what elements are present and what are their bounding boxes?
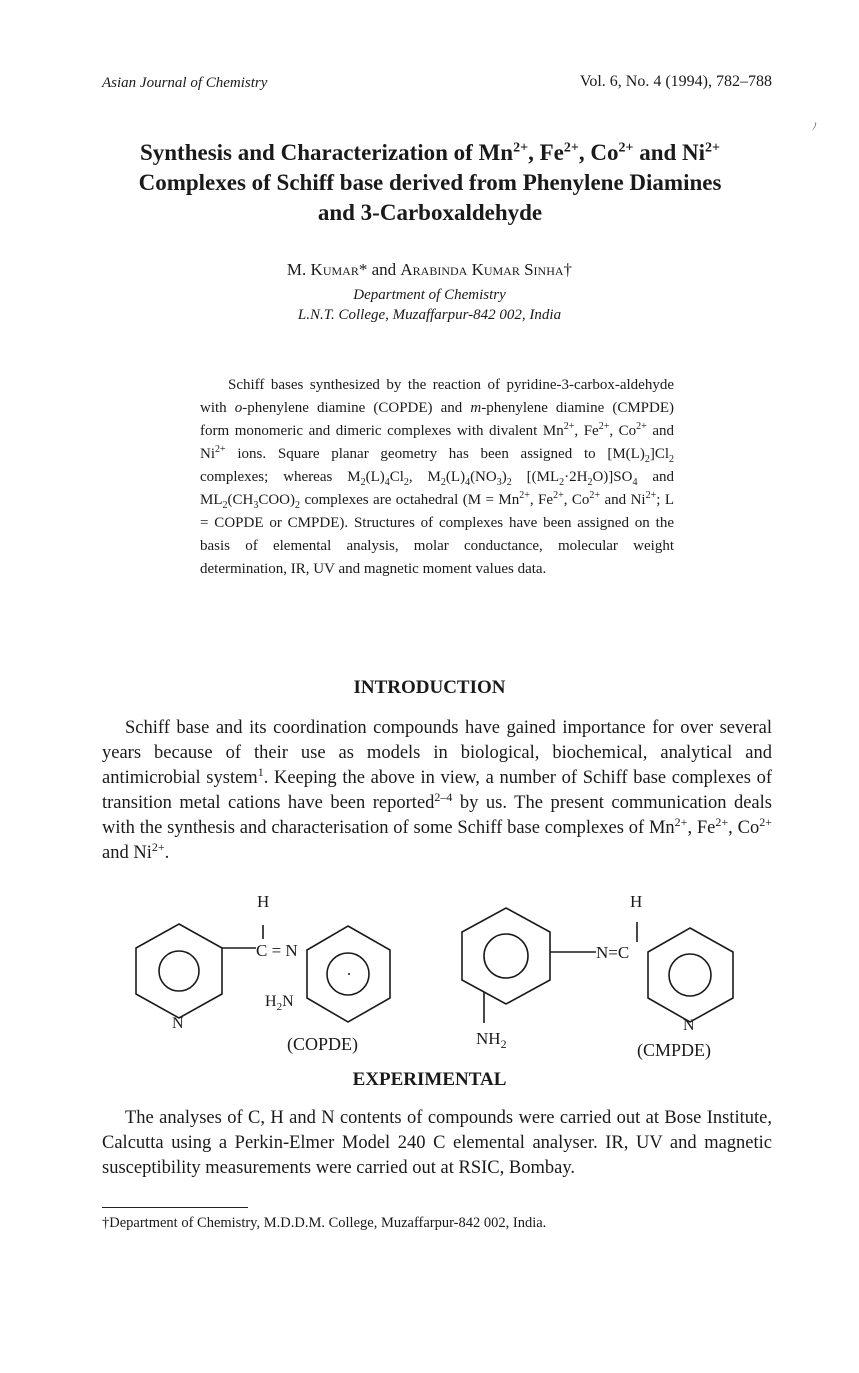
cmpde-pyridine-aromatic-circle — [669, 954, 711, 996]
copde-pyridine-aromatic-circle — [159, 951, 199, 991]
experimental-heading: EXPERIMENTAL — [352, 1069, 507, 1090]
copde-pyridine-n: N — [172, 1015, 184, 1032]
copde-h: H — [257, 892, 270, 911]
experimental-paragraph: The analyses of C, H and N contents of compounds were carried out at Bose Institute, Calcutta using a Perkin-Elmer Model 240 C elemental analyser. IR, UV and magnetic susceptibility measurements were carried out at RSIC, Bombay. — [102, 1108, 772, 1178]
introduction-heading: INTRODUCTION — [353, 677, 506, 698]
department: Department of Chemistry — [353, 287, 506, 303]
author-1: M. Kumar* — [286, 260, 368, 279]
author-2: Arabinda Kumar Sinha† — [400, 260, 573, 279]
cmpde-pyridine-ring — [648, 928, 733, 1022]
copde-imine: C = N — [256, 941, 298, 960]
college: L.N.T. College, Muzaffarpur-842 002, India — [297, 307, 562, 323]
journal-name: Asian Journal of Chemistry — [102, 75, 268, 91]
affiliation — [0, 285, 859, 325]
copde-amine: $H_2N$ — [265, 993, 294, 1013]
chemical-structures — [0, 880, 859, 1065]
cmpde-h: H — [630, 892, 643, 911]
footnote: †Department of Chemistry, M.D.D.M. College, Muzaffarpur-842 002, India. — [102, 1215, 547, 1231]
cmpde-imine: N=C — [596, 943, 630, 962]
introduction-paragraph: Schiff base and its coordination compounds have gained importance for over several years because of their use as models in biological, biochemical, analytical and antimicrobial system$^1$. Keeping the above in view, a number of Schiff base complexes of transition metal cations have been reported$^{2-4}$ by us. The present communication deals with the synthesis and characterisation of some Schiff base complexes of $Mn^{2+}$, $Fe^{2+}$, $Co^{2+}$ and $Ni^{2+}$. — [102, 718, 772, 863]
copde-pyridine-ring — [136, 924, 222, 1018]
cmpde-benzene-aromatic-circle — [484, 934, 528, 978]
cmpde-label: (CMPDE) — [637, 1040, 712, 1060]
author-line: M. Kumar* and Arabinda Kumar Sinha† — [286, 260, 573, 279]
volume-info: Vol. 6, No. 4 (1994), 782–788 — [579, 73, 772, 90]
cmpde-pyridine-n: N — [683, 1017, 695, 1034]
abstract: Schiff bases synthesized by the reaction of pyridine-3-carbox-aldehyde with o-phenylene diamine (COPDE) and m-phenylene diamine (CMPDE) form monomeric and dimeric complexes with divalent $Mn^{2+}$, $Fe^{2+}$, $Co^{2+}$ and $Ni^{2+}$ ions. Square planar geometry has been assigned to $[M(L)_2]Cl_2$ complexes; whereas $M_2(L)_4Cl_2$, $M_2(L)_4(NO_3)_2$ $[(ML_2\cdot 2H_2O)]SO_4$ and $ML_2(CH_3COO)_2$ complexes are octahedral ($M = Mn^{2+}$, $Fe^{2+}$, $Co^{2+}$ and $Ni^{2+}$; L = COPDE or CMPDE). Structures of complexes have been assigned on the basis of elemental analysis, molar conductance, molecular weight determination, IR, UV and magnetic moment values data. — [200, 377, 675, 577]
copde-label: (COPDE) — [287, 1034, 358, 1054]
cmpde-amine: $NH_2$ — [476, 1029, 507, 1051]
stray-mark: ﾉ — [812, 122, 817, 133]
footnote-rule — [102, 1207, 248, 1208]
paper-title: Synthesis and Characterization of $Mn^{2+}$, $Fe^{2+}$, $Co^{2+}$ and $Ni^{2+}$ Complexes of Schiff base derived from Phenylene Diamines and 3-Carboxaldehyde — [138, 140, 722, 225]
cmpde-benzene-ring — [462, 908, 550, 1004]
